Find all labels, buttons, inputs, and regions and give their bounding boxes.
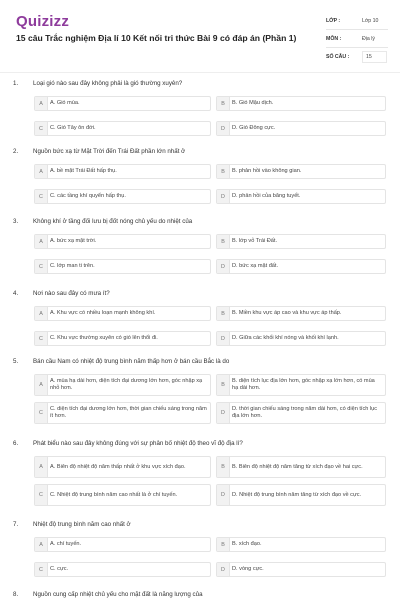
option-a[interactable] <box>34 537 211 552</box>
option-letter: C <box>35 403 48 423</box>
option-letter: A <box>35 97 48 110</box>
option-text: A. bức xạ mặt trời. <box>50 238 97 244</box>
option-a[interactable] <box>34 306 211 321</box>
option-text: B. lớp vỏ Trái Đất. <box>232 238 278 244</box>
question-text: Nhiệt độ trung bình năm cao nhất ở <box>33 521 131 528</box>
question-text: Không khí ở tầng đối lưu bị đốt nóng chủ yếu do nhiệt của <box>33 218 193 225</box>
question-text: Nguồn cung cấp nhiệt chủ yếu cho mặt đất là năng lượng của <box>33 591 203 598</box>
option-text: A. Gió mùa. <box>50 100 80 106</box>
meta-class-label: LỚP : <box>326 17 341 24</box>
option-a[interactable] <box>34 96 211 111</box>
option-text: A. Biên độ nhiệt độ năm thấp nhất ở khu vực xích đạo. <box>50 463 186 470</box>
option-letter: A <box>35 457 48 477</box>
option-text: D. thời gian chiếu sáng trong năm dài hơn, có diện tích lục địa lớn hơn. <box>232 406 378 419</box>
option-a[interactable] <box>34 456 211 478</box>
option-letter: D <box>217 332 230 345</box>
option-b[interactable] <box>216 306 386 321</box>
option-d[interactable] <box>216 121 386 136</box>
question-text: Nguồn bức xạ từ Mặt Trời đến Trái Đất phần lớn nhất ở <box>33 148 186 155</box>
option-d[interactable] <box>216 402 386 424</box>
meta-count <box>326 48 388 65</box>
option-letter: A <box>35 375 48 395</box>
option-text: C. Gió Tây ôn đới. <box>50 125 96 131</box>
option-text: A. chí tuyến. <box>50 541 82 547</box>
option-text: B. Gió Mậu dịch. <box>232 100 274 106</box>
option-d[interactable] <box>216 562 386 577</box>
question-text: Nơi nào sau đây có mưa ít? <box>33 290 110 297</box>
option-letter: C <box>35 563 48 576</box>
option-b[interactable] <box>216 537 386 552</box>
option-letter: A <box>35 538 48 551</box>
option-text: C. cực. <box>50 566 69 572</box>
option-b[interactable] <box>216 164 386 179</box>
option-c[interactable] <box>34 562 211 577</box>
option-text: B. Miền khu vực áp cao và khu vực áp thấp. <box>232 310 342 316</box>
option-text: C. các tầng khí quyển hấp thụ. <box>50 193 126 199</box>
option-text: B. diện tích lục địa lớn hơn, góc nhập xạ lớn hơn, có mùa hạ dài hơn. <box>232 378 375 391</box>
option-text: D. Nhiệt độ trung bình năm tăng từ xích đạo về cực. <box>232 491 362 498</box>
option-c[interactable] <box>34 121 211 136</box>
page-title: 15 câu Trắc nghiệm Địa lí 10 Kết nối tri thức Bài 9 có đáp án (Phần 1) <box>16 33 297 43</box>
option-letter: D <box>217 190 230 203</box>
option-text: D. phản hồi của băng tuyết. <box>232 193 301 199</box>
option-letter: B <box>217 97 230 110</box>
option-letter: C <box>35 485 48 505</box>
quizizz-logo: Quizizz <box>16 13 70 30</box>
option-letter: D <box>217 122 230 135</box>
option-letter: B <box>217 457 230 477</box>
option-letter: C <box>35 122 48 135</box>
meta-count-label: SỐ CÂU : <box>326 53 350 60</box>
option-letter: C <box>35 260 48 273</box>
option-c[interactable] <box>34 189 211 204</box>
option-letter: B <box>217 375 230 395</box>
option-text: D. Gió Đông cực. <box>232 125 276 131</box>
option-c[interactable] <box>34 484 211 506</box>
header-divider <box>0 72 400 73</box>
option-text: D. bức xạ mặt đất. <box>232 263 279 269</box>
option-d[interactable] <box>216 189 386 204</box>
option-letter: B <box>217 538 230 551</box>
option-letter: D <box>217 260 230 273</box>
option-b[interactable] <box>216 234 386 249</box>
option-c[interactable] <box>34 402 211 424</box>
option-text: C. diện tích đại dương lớn hơn, thời gian chiếu sáng trong năm ít hơn. <box>50 406 207 419</box>
option-letter: D <box>217 563 230 576</box>
option-letter: B <box>217 165 230 178</box>
question-number: 5. <box>13 358 19 365</box>
meta-class <box>326 12 388 30</box>
question-number: 6. <box>13 440 19 447</box>
option-a[interactable] <box>34 234 211 249</box>
option-letter: D <box>217 403 230 423</box>
option-b[interactable] <box>216 456 386 478</box>
option-text: A. bề mặt Trái Đất hấp thụ. <box>50 168 117 174</box>
question-number: 7. <box>13 521 19 528</box>
option-d[interactable] <box>216 484 386 506</box>
option-letter: A <box>35 307 48 320</box>
option-d[interactable] <box>216 331 386 346</box>
option-text: C. lớp man ti trên. <box>50 263 95 269</box>
question-number: 1. <box>13 80 19 87</box>
question-number: 8. <box>13 591 19 598</box>
option-a[interactable] <box>34 374 211 396</box>
meta-info <box>326 12 388 65</box>
option-text: B. Biên độ nhiệt độ năm tăng từ xích đạo về hai cực. <box>232 463 363 470</box>
option-letter: A <box>35 235 48 248</box>
option-letter: C <box>35 190 48 203</box>
option-text: D. vòng cực. <box>232 566 264 572</box>
option-c[interactable] <box>34 259 211 274</box>
option-b[interactable] <box>216 96 386 111</box>
option-text: B. phản hồi vào không gian. <box>232 168 302 174</box>
option-letter: B <box>217 235 230 248</box>
option-d[interactable] <box>216 259 386 274</box>
option-text: D. Giữa các khối khí nóng và khối khí lạnh. <box>232 335 339 341</box>
meta-subject-value: Địa lý <box>362 35 375 42</box>
option-text: B. xích đạo. <box>232 541 262 547</box>
option-letter: B <box>217 307 230 320</box>
question-number: 2. <box>13 148 19 155</box>
question-text: Bán cầu Nam có nhiệt độ trung bình năm thấp hơn ở bán cầu Bắc là do <box>33 358 230 365</box>
question-number: 4. <box>13 290 19 297</box>
option-letter: D <box>217 485 230 505</box>
question-text: Phát biểu nào sau đây không đúng với sự phân bố nhiệt độ theo vĩ độ địa lí? <box>33 440 243 447</box>
option-letter: A <box>35 165 48 178</box>
document-header <box>0 0 400 72</box>
option-text: A. mùa hạ dài hơn, diện tích đại dương lớn hơn, góc nhập xạ nhỏ hơn. <box>50 378 203 391</box>
option-text: A. Khu vực có nhiều loạn mạnh không khí. <box>50 310 156 316</box>
option-a[interactable] <box>34 164 211 179</box>
question-number: 3. <box>13 218 19 225</box>
option-text: C. Nhiệt độ trung bình năm cao nhất là ở chí tuyến. <box>50 491 178 498</box>
option-letter: C <box>35 332 48 345</box>
option-text: C. Khu vực thường xuyên có gió lên thổi đi. <box>50 335 158 341</box>
meta-subject-label: MÔN : <box>326 35 342 42</box>
option-c[interactable] <box>34 331 211 346</box>
meta-class-value: Lớp 10 <box>362 17 379 24</box>
question-text: Loại gió nào sau đây không phải là gió thường xuyên? <box>33 80 183 87</box>
option-b[interactable] <box>216 374 386 396</box>
meta-subject <box>326 30 388 48</box>
meta-count-value: 15 <box>362 51 387 63</box>
